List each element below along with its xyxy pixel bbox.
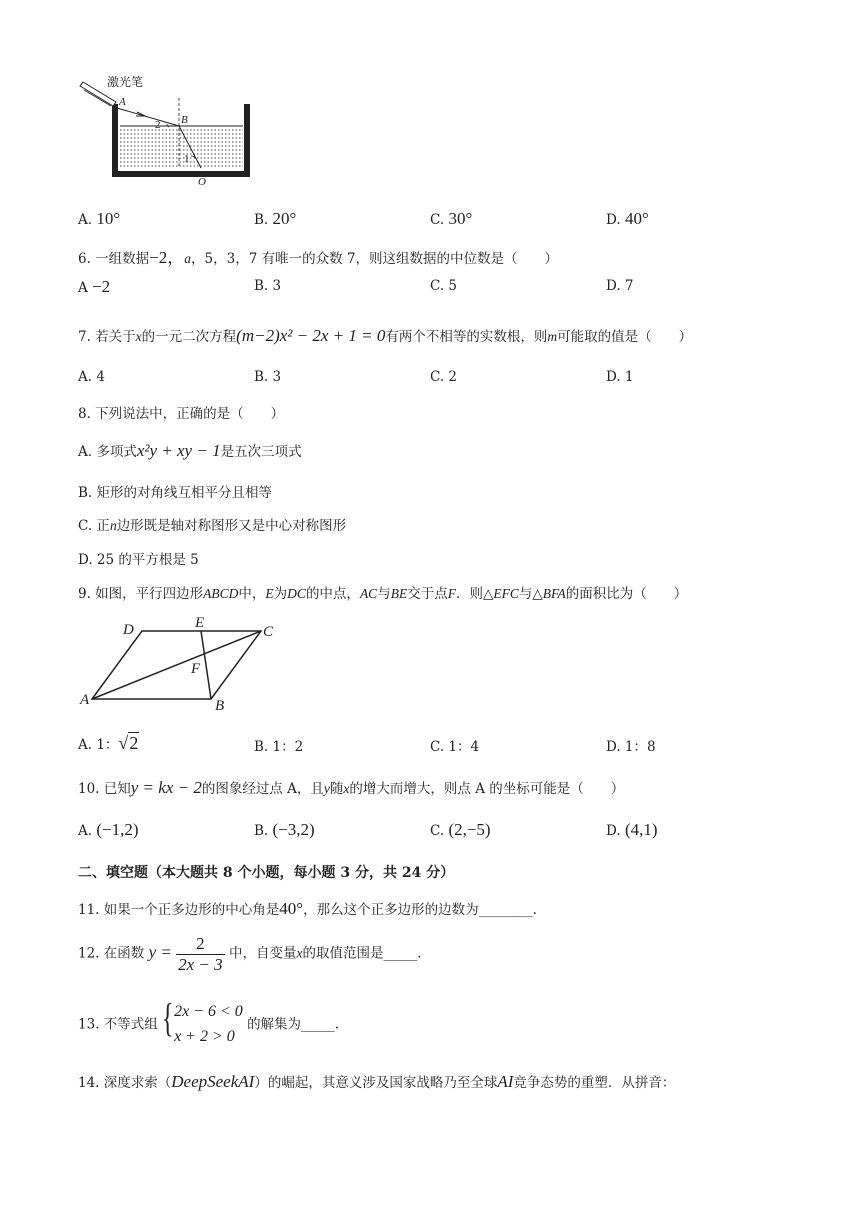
q9-option-c[interactable]: C. 1：4 [430,739,480,755]
q9-option-b[interactable]: B. 1：2 [254,739,304,755]
vertex-A-label: A [80,692,90,708]
section-heading: 二、填空题（本大题共 8 个小题，每小题 3 分，共 24 分） [78,865,455,881]
q7-option-c[interactable]: C. 2 [430,369,458,385]
q10-option-d[interactable]: D. (4,1) [606,820,658,839]
q12-stem: 12. 在函数 y = $\frac{2}{2x - 3}$ 中，自变量x的取值范围是_____. [78,934,422,974]
q14-stem: 14. 深度求索（DeepSeekAI）的崛起，其意义涉及国家战略乃至全球AI竞争态势的重塑．从拼音： [78,1072,676,1091]
q8-stem: 8. 下列说法中，正确的是（ ） [78,406,285,422]
angle-2-label: 2 [155,119,161,131]
q8-option-a[interactable]: A. 多项式x²y + xy − 1是五次三项式 [78,441,302,460]
q6-option-c[interactable]: C. 5 [430,278,458,294]
q8-option-d[interactable]: D. 25 的平方根是 5 [78,552,199,568]
q8-option-c[interactable]: C. 正n边形既是轴对称图形又是中心对称图形 [78,518,347,534]
vertex-D-label: D [123,622,134,638]
q11-stem: 11. 如果一个正多边形的中心角是40°，那么这个正多边形的边数为________. [78,899,537,918]
q9-option-a[interactable]: A. 1：√2 [78,733,139,753]
q6-option-b[interactable]: B. 3 [254,278,282,294]
q6-option-d[interactable]: D. 7 [606,278,634,294]
q5-option-d[interactable]: D. 40° [606,209,649,228]
point-A-label: A [119,96,126,108]
laser-pen-label: 激光笔 [107,75,144,89]
q7-option-a[interactable]: A. 4 [78,369,105,385]
q10-option-a[interactable]: A. (−1,2) [78,820,139,839]
inequality-system: { 2x − 6 < 0 x + 2 > 0 [162,995,243,1045]
q6-stem: 6. 一组数据−2，a，5，3，7 有唯一的众数 7，则这组数据的中位数是（ ） [78,248,558,267]
vertex-F-label: F [191,661,201,677]
point-B-label: B [181,114,188,126]
angle-1-label: 1 [184,153,190,165]
q9-option-d[interactable]: D. 1：8 [606,739,656,755]
refraction-figure [75,72,275,192]
q13-stem: 13. 不等式组 { 2x − 6 < 0 x + 2 > 0 的解集为_____. [78,1000,339,1050]
q5-option-b[interactable]: B. 20° [254,209,297,228]
parallelogram-figure [78,612,288,717]
q7-option-b[interactable]: B. 3 [254,369,282,385]
q6-option-a[interactable]: A −2 [78,277,111,296]
q5-option-a[interactable]: A. 10° [78,209,121,228]
point-O-label: O [198,176,206,188]
q10-option-c[interactable]: C. (2,−5) [430,820,491,839]
vertex-C-label: C [263,624,274,640]
vertex-B-label: B [215,698,225,714]
q7-stem: 7. 若关于x的一元二次方程(m−2)x² − 2x + 1 = 0有两个不相等的实数根，则m可能取的值是（ ） [78,326,693,345]
q8-option-b[interactable]: B. 矩形的对角线互相平分且相等 [78,485,273,501]
q5-option-c[interactable]: C. 30° [430,209,473,228]
q7-option-d[interactable]: D. 1 [606,369,634,385]
q10-option-b[interactable]: B. (−3,2) [254,820,315,839]
q10-stem: 10. 已知y = kx − 2的图象经过点 A，且y随x的增大而增大，则点 A 的坐标可能是（ ） [78,778,625,797]
vertex-E-label: E [195,615,205,631]
fraction: $\frac{2}{2x - 3}$ [178,934,223,974]
q9-stem: 9. 如图，平行四边形ABCD中，E为DC的中点，AC与BE交于点F．则△EFC与△BFA的面积比为（ ） [78,586,688,602]
